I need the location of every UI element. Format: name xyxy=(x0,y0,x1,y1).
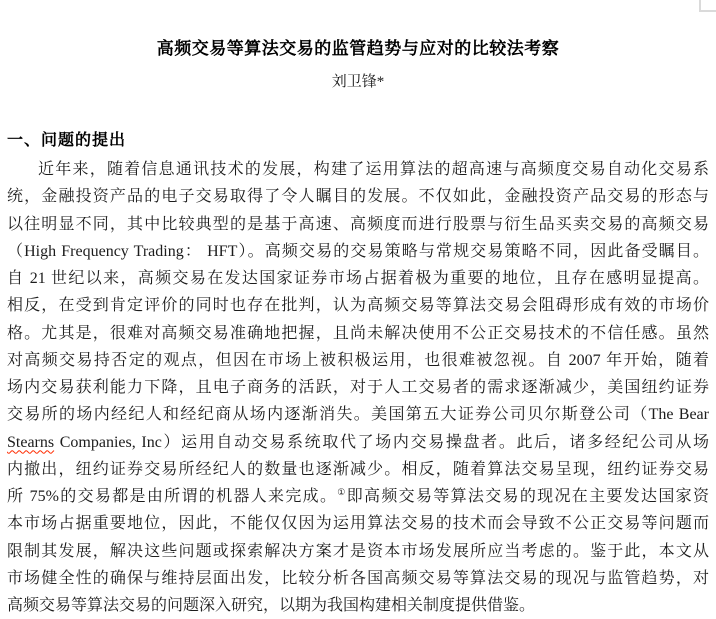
body-line xyxy=(7,211,709,238)
body-line xyxy=(7,401,709,428)
text-segment: 交易所的场内经纪人和经纪商从场内逐渐消失。美国第五大证券公司贝尔斯登公司（The Bear xyxy=(7,406,709,424)
spellcheck-flagged-word: Stearns xyxy=(7,433,55,451)
body-line xyxy=(7,183,709,210)
text-segment: 格。尤其是，很难对高频交易准确地把握，且尚未解决使用不公正交易技术的不信任感。虽然 xyxy=(7,324,709,342)
section-heading: 一、问题的提出 xyxy=(7,132,127,149)
text-segment: 本市场占据重要地位，因此，不能仅仅因为运用算法交易的技术而会导致不公正交易等问题而 xyxy=(7,515,709,533)
body-line xyxy=(7,429,709,456)
body-line xyxy=(7,374,709,401)
body-line xyxy=(7,456,709,483)
text-segment: 近年来，随着信息通讯技术的发展，构建了运用算法的超高速与高频度交易自动化交易系 xyxy=(38,161,709,178)
body-line xyxy=(7,483,709,510)
body-line xyxy=(7,292,709,319)
body-line xyxy=(7,265,709,292)
body-line xyxy=(7,156,709,183)
text-segment: 相反，在受到肯定评价的同时也存在批判，认为高频交易等算法交易会阻碍形成有效的市场价 xyxy=(7,297,709,315)
body-line xyxy=(7,538,709,565)
text-segment: Companies, Inc）运用自动交易系统取代了场内交易操盘者。此后，诸多经纪公司从场 xyxy=(54,433,709,451)
text-segment: 高频交易等算法交易的问题深入研究，以期为我国构建相关制度提供借鉴。 xyxy=(7,597,536,614)
body-line xyxy=(7,510,709,537)
body-line xyxy=(7,238,709,265)
text-segment: 统，金融投资产品的电子交易取得了令人瞩目的发展。不仅如此，金融投资产品交易的形态与 xyxy=(7,188,709,206)
text-segment: 市场健全性的确保与维持层面出发，比较分析各国高频交易等算法交易的现况与监管趋势，对 xyxy=(7,569,709,587)
text-segment: 场内交易获利能力下降，且电子商务的活跃，对于人工交易者的需求逐渐减少，美国纽约证券 xyxy=(7,379,709,396)
document-title: 高频交易等算法交易的监管趋势与应对的比较法考察 xyxy=(156,39,560,58)
text-segment: 自 21 世纪以来，高频交易在发达国家证券市场占据着极为重要的地位，且存在感明显提高。 xyxy=(7,270,709,287)
text-segment: 所 75%的交易都是由所谓的机器人来完成。 xyxy=(7,488,338,505)
text-segment: 以往明显不同，其中比较典型的是基于高速、高频度而进行股票与衍生品买卖交易的高频交易 xyxy=(7,215,709,233)
body-line xyxy=(7,347,709,374)
text-segment: 对高频交易持否定的观点，但因在市场上被积极运用，也很难被忽视。自 2007 年开始，随着 xyxy=(7,351,709,369)
text-segment: 限制其发展，解决这些问题或探索解决方案才是资本市场发展所应当考虑的。鉴于此，本文从 xyxy=(7,542,709,560)
corner-mark-horizontal-line xyxy=(699,10,716,12)
text-segment: （High Frequency Trading： HFT）。高频交易的交易策略与常规交易策略不同，因此备受瞩目。 xyxy=(7,242,709,260)
body-line xyxy=(7,592,709,619)
body-paragraph xyxy=(7,156,709,619)
document-author: 刘卫锋* xyxy=(331,74,385,90)
text-segment: 内撤出，纽约证券交易所经纪人的数量也逐渐减少。相反，随着算法交易呈现，纽约证券交易 xyxy=(7,460,709,478)
text-segment: 即高频交易等算法交易的现况在主要发达国家资 xyxy=(346,488,709,505)
body-line xyxy=(7,565,709,592)
body-line xyxy=(7,320,709,347)
footnote-marker: ① xyxy=(337,487,347,497)
